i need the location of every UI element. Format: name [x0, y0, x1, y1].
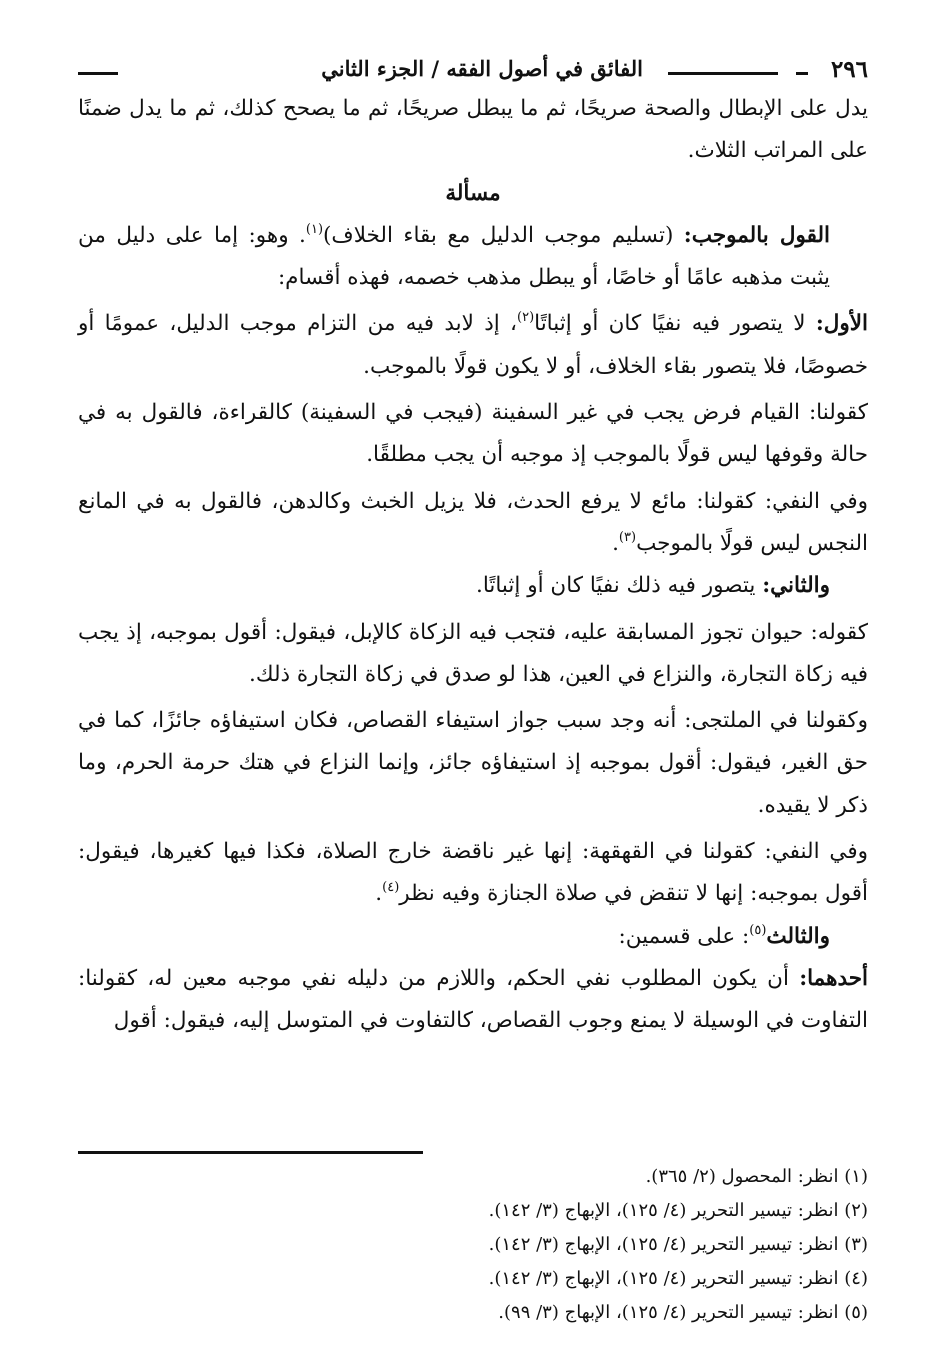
paragraph-text: .: [612, 530, 619, 556]
running-title: الفائق في أصول الفقه / الجزء الثاني: [321, 56, 643, 81]
paragraph-text: (تسليم موجب الدليل مع بقاء الخلاف): [323, 222, 684, 248]
paragraph: وكقولنا في الملتجى: أنه وجد سبب جواز استيفاء القصاص، فكان استيفاؤه جائزًا، كما في حق الغير، فيقول: أقول بموجبه إذ استيفاؤه جائز، وإنما النزاع في هتك حرمة الحرم، وما ذكر لا يقيده.: [78, 708, 868, 818]
footnote-item: (٤) انظر: تيسير التحرير (٤/ ١٢٥)، الإبهاج (٣/ ١٤٢).: [488, 1268, 868, 1289]
paragraph-text: يتصور فيه ذلك نفيًا كان أو إثباتًا.: [476, 573, 763, 599]
header-rule: [668, 72, 778, 75]
paragraph: [78, 481, 868, 566]
paragraph-text: . وهو: إما على دليل من يثبت مذهبه عامًا أو خاصًا، أو يبطل مذهب خصمه، فهذه أقسام:: [78, 222, 830, 291]
term-label: والثاني:: [762, 573, 830, 599]
footnote-ref[interactable]: (٢): [517, 310, 535, 326]
footnote-item: (٣) انظر: تيسير التحرير (٤/ ١٢٥)، الإبهاج (٣/ ١٤٢).: [488, 1234, 868, 1255]
paragraph-text: لا يتصور فيه نفيًا كان أو إثباتًا: [534, 311, 816, 337]
paragraph: [78, 916, 868, 958]
main-text: [78, 88, 868, 1043]
footnote-item: (١) انظر: المحصول (٢/ ٣٦٥).: [645, 1166, 868, 1187]
paragraph: [78, 831, 868, 916]
paragraph-text: ، إذ لابد فيه من التزام موجب الدليل، عمومًا أو خصوصًا، فلا يتصور بقاء الخلاف، أو لا يكون قولًا بالموجب.: [78, 311, 868, 379]
paragraph: [78, 958, 868, 1043]
footnote-ref[interactable]: (١): [305, 221, 324, 237]
book-page: [78, 50, 868, 1323]
paragraph: [78, 303, 868, 388]
paragraph: [78, 215, 868, 300]
term-label: أحدهما:: [799, 965, 868, 991]
section-heading: مسألة: [445, 180, 501, 206]
paragraph-text: وفي النفي: كقولنا في القهقهة: إنها غير ناقضة خارج الصلاة، فكذا فيها كغيرها، فيقول: أقول بموجبه: إنها لا تنقض في صلاة الجنازة وفيه نظر: [78, 839, 868, 907]
footnote-separator: [78, 1151, 423, 1154]
footnote-ref[interactable]: (٥): [749, 922, 767, 938]
header-rule: [796, 72, 808, 75]
term-label: القول بالموجب:: [683, 222, 830, 248]
paragraph: كقولنا: القيام فرض يجب في غير السفينة (فيجب في السفينة) كالقراءة، فالقول به في حالة وقوفها ليس قولًا بالموجب إذ موجبه أن يجب مطلقًا.: [78, 400, 868, 468]
page-number: ٢٩٦: [830, 56, 868, 83]
paragraph: كقوله: حيوان تجوز المسابقة عليه، فتجب فيه الزكاة كالإبل، فيقول: أقول بموجبه، إذ يجب فيه زكاة التجارة، والنزاع في العين، هذا لو صدق في زكاة التجارة ذلك.: [78, 619, 868, 687]
footnotes: [78, 1160, 868, 1330]
header-rule: [78, 72, 118, 75]
running-header: [78, 50, 868, 88]
paragraph-text: أن يكون المطلوب نفي الحكم، واللازم من دليله نفي موجبه معين له، كقولنا: التفاوت في الوسيلة لا يمنع وجوب القصاص، كالتفاوت في المتوسل إليه، فيقول: أقول: [78, 965, 868, 1034]
footnote-item: (٥) انظر: تيسير التحرير (٤/ ١٢٥)، الإبهاج (٣/ ٩٩).: [498, 1302, 868, 1323]
footnote-ref[interactable]: (٣): [618, 529, 637, 545]
paragraph-text: وفي النفي: كقولنا: مائع لا يرفع الحدث، فلا يزيل الخبث وكالدهن، فالقول به في المانع النجس ليس قولًا بالموجب: [78, 488, 868, 556]
term-label: الأول:: [815, 311, 868, 337]
term-label: والثالث: [766, 923, 830, 949]
footnote-item: (٢) انظر: تيسير التحرير (٤/ ١٢٥)، الإبهاج (٣/ ١٤٢).: [488, 1200, 868, 1221]
paragraph-text: : على قسمين:: [618, 923, 750, 949]
paragraph: [78, 565, 868, 607]
footnote-ref[interactable]: (٤): [382, 880, 400, 896]
paragraph: يدل على الإبطال والصحة صريحًا، ثم ما يبطل صريحًا، ثم ما يصحح كذلك، ثم ما يدل ضمنًا على المراتب الثلاث.: [78, 96, 868, 164]
paragraph-text: .: [375, 881, 383, 907]
